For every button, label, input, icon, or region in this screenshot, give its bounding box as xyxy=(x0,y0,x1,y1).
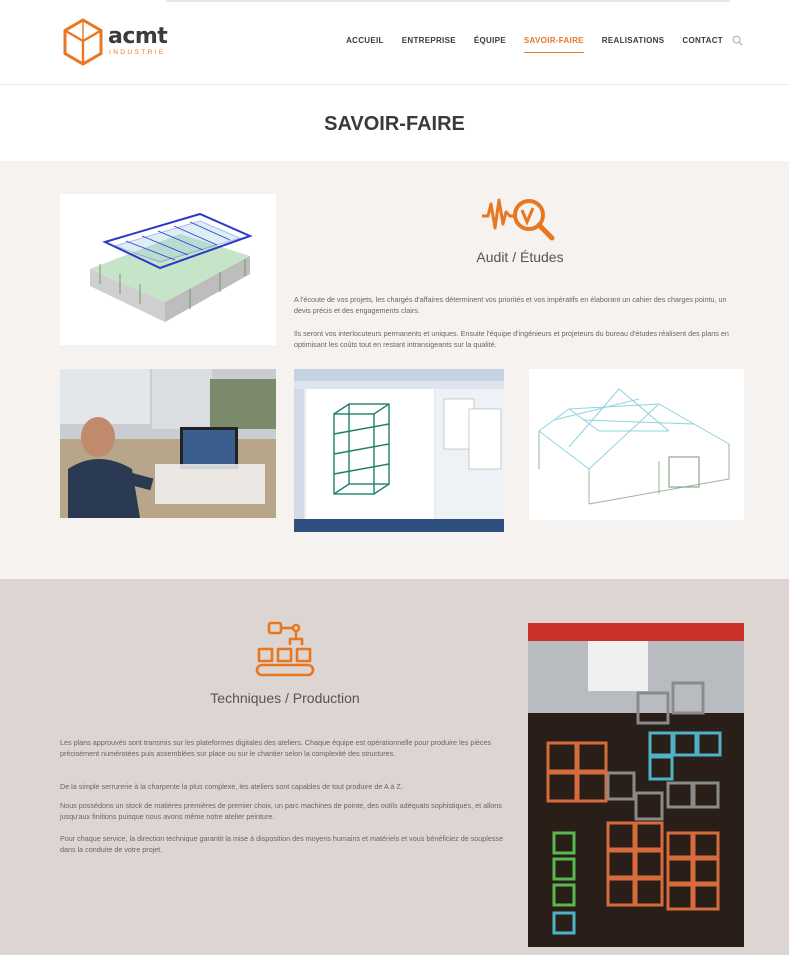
header-top-line xyxy=(166,0,730,2)
nav-equipe[interactable]: ÉQUIPE xyxy=(473,36,506,45)
audit-heading: Audit / Études xyxy=(476,249,564,265)
nav-savoir-faire[interactable]: SAVOIR-FAIRE xyxy=(524,36,584,53)
nav-entreprise[interactable]: ENTREPRISE xyxy=(401,36,456,45)
logo-name: acmt xyxy=(108,24,168,49)
page-title: SAVOIR-FAIRE xyxy=(324,113,465,135)
production-section xyxy=(0,579,789,955)
nav-contact[interactable]: CONTACT xyxy=(682,36,723,45)
audit-section xyxy=(0,161,789,579)
logo[interactable] xyxy=(62,18,172,66)
steel-tubes-stock-photo xyxy=(528,623,744,947)
logo-hexagon-icon xyxy=(62,18,104,66)
production-paragraph-4: Pour chaque service, la direction technique garantit la mise à disposition des moyens humains et matériels et vous bénéficiez de souplesse dans la conduite de votre projet. xyxy=(60,834,504,854)
engineer-office-photo xyxy=(60,369,276,518)
nav-accueil[interactable]: ACCUEIL xyxy=(346,36,384,45)
main-nav xyxy=(328,36,743,53)
title-band xyxy=(0,85,789,161)
production-paragraph-3: Nous possédons un stock de matières premières de premier choix, un parc machines de pointe, des outils adéquats sophistiqués, et allons jusqu'aux finitions puisque nous avons même notre atelier peinture. xyxy=(60,801,502,821)
nav-realisations[interactable]: REALISATIONS xyxy=(601,36,665,45)
production-paragraph-2: De la simple serrurerie à la charpente la plus complexe, les ateliers sont capables de tout produire de A à Z. xyxy=(60,782,403,791)
search-icon[interactable] xyxy=(732,35,743,46)
building-3d-model-image xyxy=(60,194,276,345)
robot-arm-conveyor-icon xyxy=(255,621,315,679)
logo-subtitle: INDUSTRIE xyxy=(109,49,166,56)
production-paragraph-1: Les plans approuvés sont transmis sur les plateformes digitales des ateliers. Chaque équipe est opérationnelle pour produire les pièces précisément numérotées puis assemblées sur place ou sur le chantier selon la complexité des structures. xyxy=(60,738,492,758)
cad-software-screenshot xyxy=(294,369,504,532)
audit-paragraph-1: A l'écoute de vos projets, les chargés d'affaires déterminent vos priorités et vos impératifs en élaborant un cahier des charges pointu, un devis précis et des engagements clairs. xyxy=(294,295,727,315)
audit-paragraph-2: Ils seront vos interlocuteurs permanents et uniques. Ensuite l'équipe d'ingénieurs et projeteurs du bureau d'études réalisent des plans en optimisant les coûts tout en restant intransigeants sur la qualité. xyxy=(294,329,729,349)
steel-hangar-drawing xyxy=(529,369,744,520)
production-heading: Techniques / Production xyxy=(210,690,360,706)
site-header xyxy=(0,0,789,85)
audit-wave-magnifier-icon xyxy=(480,194,558,242)
